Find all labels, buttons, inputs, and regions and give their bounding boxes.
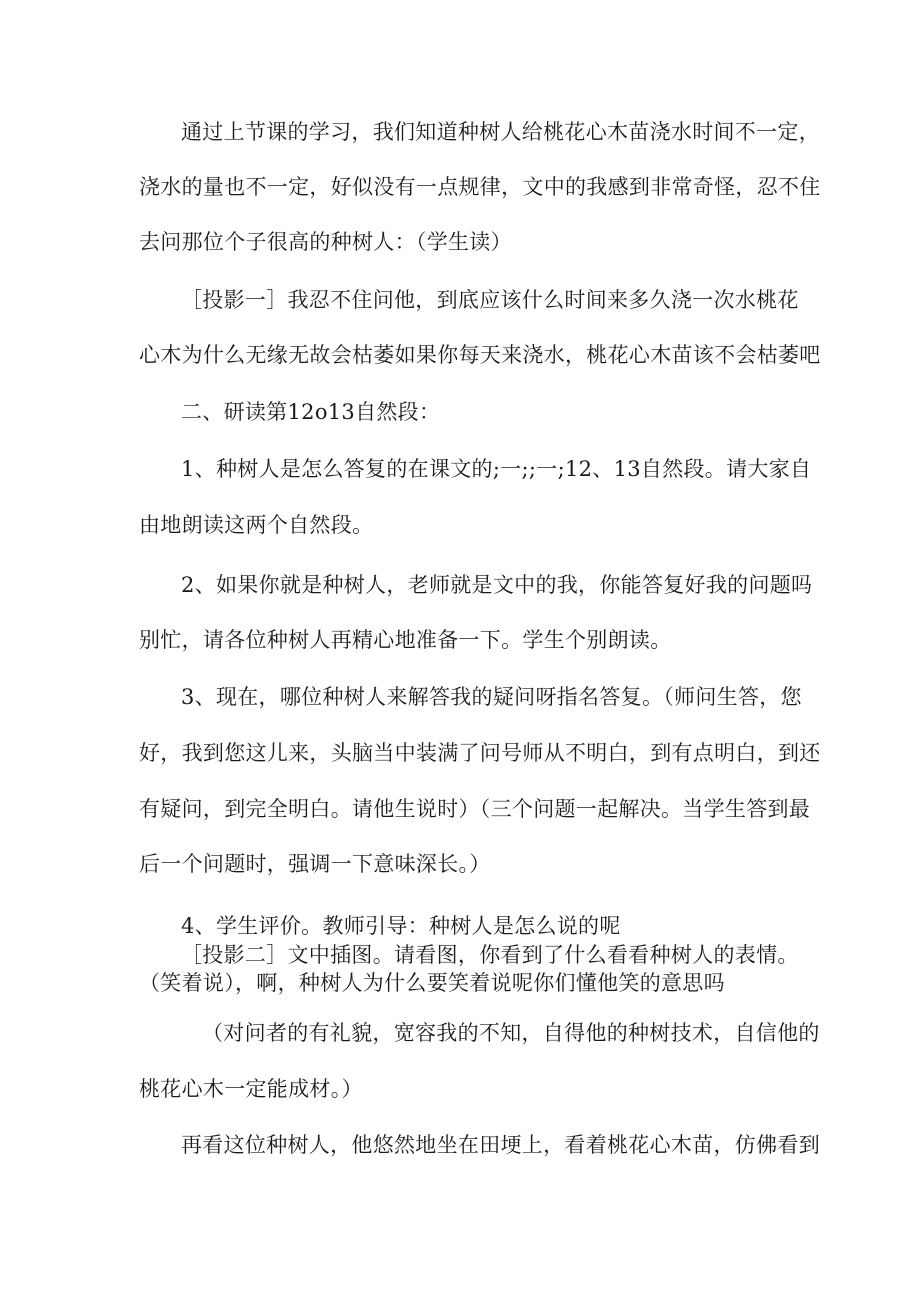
- text-line: 4、学生评价。教师引导：种树人是怎么说的呢: [181, 914, 621, 938]
- text-line: ［投影一］我忍不住问他，到底应该什么时间来多久浇一次水桃花: [181, 288, 799, 312]
- text-line: 心木为什么无缘无故会枯萎如果你每天来浇水，桃花心木苗该不会枯萎吧: [139, 343, 821, 367]
- text-line: 1、种树人是怎么答复的在课文的;一;;一;12、13自然段。请大家自: [181, 457, 812, 481]
- text-line: ［投影二］文中插图。请看图，你看到了什么看看种树人的表情。: [181, 943, 799, 967]
- text-line: 桃花心木一定能成材。）: [139, 1077, 363, 1101]
- text-line: 再看这位种树人，他悠然地坐在田埂上，看着桃花心木苗，仿佛看到: [181, 1133, 820, 1157]
- text-line: 3、现在，哪位种树人来解答我的疑问呀指名答复。（师问生答，您: [181, 685, 802, 709]
- text-line: 由地朗读这两个自然段。: [139, 513, 374, 537]
- text-line: 别忙，请各位种树人再精心地准备一下。学生个别朗读。: [139, 628, 672, 652]
- text-line: 去问那位个子很高的种树人：（学生读）: [139, 230, 512, 254]
- text-line: 有疑问，到完全明白。请他生说时）（三个问题一起解决。当学生答到最: [139, 797, 811, 821]
- text-line: （笑着说），啊，种树人为什么要笑着说呢你们懂他笑的意思吗: [139, 971, 725, 995]
- section-heading: 二、研读第12o13自然段：: [181, 400, 441, 424]
- text-line: 后一个问题时，强调一下意味深长。）: [139, 852, 491, 876]
- text-line: 浇水的量也不一定，好似没有一点规律，文中的我感到非常奇怪，忍不住: [139, 175, 821, 199]
- text-line: 2、如果你就是种树人，老师就是文中的我，你能答复好我的问题吗: [181, 573, 813, 597]
- text-line: 通过上节课的学习，我们知道种树人给桃花心木苗浇水时间不一定，: [181, 120, 820, 144]
- text-line: 好，我到您这儿来，头脑当中装满了问号师从不明白，到有点明白，到还: [139, 741, 821, 765]
- text-line: （对问者的有礼貌，宽容我的不知，自得他的种树技术，自信他的: [202, 1021, 820, 1045]
